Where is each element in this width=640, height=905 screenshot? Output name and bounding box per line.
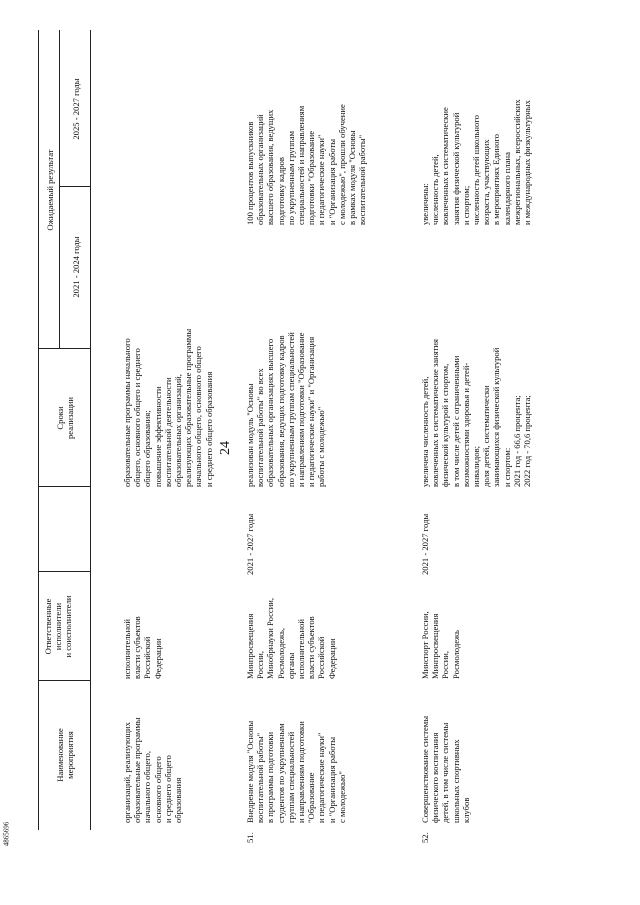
rule-result <box>59 30 60 349</box>
row-51-number: 51. <box>245 832 255 843</box>
header-2021: 2021 - 2024 годы <box>71 236 81 298</box>
row-51-name: Внедрение модуля "Основы воспитательной работы" в программы подготовки студентов по укрупненным группам специальностей и направлениям подготовки "Образование и педагогические науки" и "Организация работы с молодежью" <box>245 720 347 823</box>
header-name: Наименование мероприятия <box>55 728 76 782</box>
row-cont-result-2021: образовательные программы начального общего, основного общего и среднего общего образования; повышение эффективности воспитательной деятельности образовательных организаций, реализующих образовательные программы начального общего, основного общего и среднего общего образования <box>122 328 214 487</box>
rule-col3 <box>38 486 90 487</box>
document-id: 4865696 <box>2 821 11 847</box>
row-52-result-2021: увеличена численность детей, вовлеченных в систематические занятия физической культурой и спортом, в том числе детей с ограниченными возможностями здоровья и детей- инвалидов; доля детей, систематически занимающихся физической культурой и спортом: 2021 год - 66,6 процента; 2022 год - 70,6 процента; <box>420 339 533 487</box>
rule-col5 <box>59 186 90 187</box>
header-term: Сроки реализации <box>55 397 76 439</box>
page-number: 24 <box>218 441 233 455</box>
row-cont-name: организаций, реализующих образовательные программы начального общего, основного общего и среднего общего образования <box>122 717 184 823</box>
rule-col2 <box>38 571 90 572</box>
row-51-responsible: Минпросвещения России, Минобрнауки России, Росмолодежь, органы исполнительной власти субъектов Российской Федерации <box>245 597 337 679</box>
row-51-result-2021: реализован модуль "Основы воспитательной работы" во всех образовательных организациях высшего образования, ведущих подготовку кадров по укрупненным группам специальностей и направлениям подготовки "Образование и педагогические науки" и "Организация работы с молодежью" <box>245 332 327 487</box>
row-52-result-2025: увеличены: численность детей, вовлеченных в систематические занятия физической культурой и спортом; численность детей школьного возраста, участвующих в мероприятиях Единого календарного плана межрегиональных, всероссийских и международных физкультурных <box>420 99 533 225</box>
header-responsible: Ответственные исполнители и соисполнители <box>43 595 74 658</box>
row-52-number: 52. <box>420 832 430 843</box>
rule-col4 <box>38 348 90 349</box>
row-52-name: Совершенствование системы физического воспитания детей, в том числе системы школьных спортивных клубов <box>420 716 471 823</box>
row-51-result-2025: 100 процентов выпускников образовательных организаций высшего образования, ведущих подготовку кадров по укрупненным группам специальностей и направлениям подготовки "Образование и педагогические науки" и "Организация работы с молодежью", прошли обучение в рамках модуля "Основы воспитательной работы" <box>245 104 368 225</box>
row-52-term: 2021 - 2027 годы <box>420 513 430 575</box>
rule-header-bottom <box>90 30 91 830</box>
rule-col1 <box>38 680 90 681</box>
header-2025: 2025 - 2027 годы <box>71 78 81 140</box>
row-52-responsible: Минспорт России, Минпросвещения России, Росмолодежь <box>420 611 461 679</box>
rule-top <box>38 30 39 830</box>
row-cont-responsible: исполнительной власти субъектов Российской Федерации <box>122 616 163 679</box>
row-51-term: 2021 - 2027 годы <box>245 513 255 575</box>
header-result: Ожидаемый результат <box>45 149 55 231</box>
